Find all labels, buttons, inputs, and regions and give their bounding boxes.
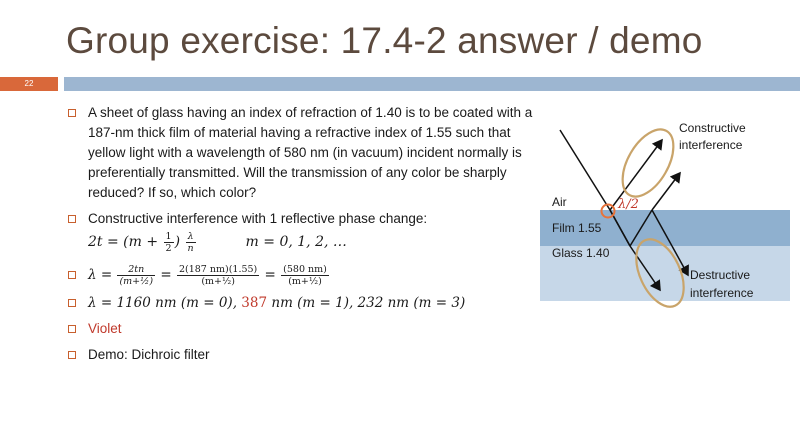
bullet-square-icon bbox=[68, 271, 76, 279]
bullet-lambda-values bbox=[66, 293, 536, 313]
bullet-square-icon bbox=[68, 351, 76, 359]
bullet-list bbox=[66, 103, 536, 365]
reflected-ray-2 bbox=[652, 173, 680, 210]
film-label: Film 1.55 bbox=[552, 221, 602, 235]
bullet-constructive bbox=[66, 209, 536, 229]
bullet-problem bbox=[66, 103, 536, 203]
lambda-387-highlight: 387 bbox=[241, 295, 268, 311]
constructive-text: Constructive interference with 1 reflective phase change: bbox=[88, 211, 428, 226]
frac3-num: (580 nm) bbox=[283, 264, 327, 275]
frac1-num: 2tn bbox=[117, 264, 155, 276]
demo-text: Demo: Dichroic filter bbox=[88, 347, 210, 362]
bullet-square-icon bbox=[68, 215, 76, 223]
constructive-label-2: interference bbox=[679, 138, 743, 152]
lambda-values-pre: λ = 1160 nm (m = 0), bbox=[88, 295, 242, 311]
eq-close-paren: ) bbox=[174, 234, 181, 250]
lambda-values-post: nm (m = 1), 232 nm (m = 3) bbox=[267, 295, 466, 311]
lambda-eq: λ = bbox=[88, 267, 117, 283]
bullet-violet bbox=[66, 319, 536, 339]
m-values: m = 0, 1, 2, … bbox=[245, 234, 347, 250]
frac2-num: 2(187 nm)(1.55) bbox=[178, 264, 258, 275]
bullet-demo bbox=[66, 345, 536, 365]
constructive-equation bbox=[66, 229, 536, 255]
thin-film-diagram bbox=[530, 115, 800, 315]
problem-text: A sheet of glass having an index of refraction of 1.40 is to be coated with a 187-nm thick film of material having a refractive index of 1.55 such that yellow light with a wavelength of 580 nm (in vacuum) incident normally is preferentially transmitted. Will the transmission of any color be sharply reduced? If so, which color? bbox=[88, 105, 533, 200]
phase-label: λ/2 bbox=[618, 197, 639, 212]
bullet-lambda-formula: λ = $\frac{2tn}{\text{(m+½)}}$ = $\frac{2(187 nm)(1.55)}{\text{(m+½)}}$ = $\frac{(580 nm)}{\text{(m+½)}}$ bbox=[66, 259, 536, 291]
destructive-label-2: interference bbox=[690, 286, 754, 300]
eq-left: 2t = (m + bbox=[88, 234, 163, 250]
frac1-den: (m+½) bbox=[119, 276, 154, 287]
bullet-square-icon bbox=[68, 109, 76, 117]
destructive-label-1: Destructive bbox=[690, 268, 751, 282]
slide-number: 22 bbox=[0, 77, 58, 91]
glass-label: Glass 1.40 bbox=[552, 246, 610, 260]
lambda-num: λ bbox=[186, 231, 196, 243]
half-num: 1 bbox=[165, 230, 172, 242]
title-underline-bar bbox=[64, 77, 800, 91]
incident-ray bbox=[560, 130, 610, 210]
bullet-square-icon bbox=[68, 325, 76, 333]
bullet-square-icon bbox=[68, 299, 76, 307]
slide-title: Group exercise: 17.4-2 answer / demo bbox=[66, 20, 703, 61]
air-label: Air bbox=[552, 195, 567, 209]
half-den: 2 bbox=[165, 242, 172, 254]
thin-film-svg bbox=[530, 115, 800, 315]
frac3-den: (m+½) bbox=[288, 276, 322, 287]
n-den: n bbox=[187, 242, 194, 254]
constructive-label-1: Constructive bbox=[679, 121, 746, 135]
violet-answer: Violet bbox=[88, 321, 122, 336]
frac2-den: (m+½) bbox=[201, 276, 235, 287]
